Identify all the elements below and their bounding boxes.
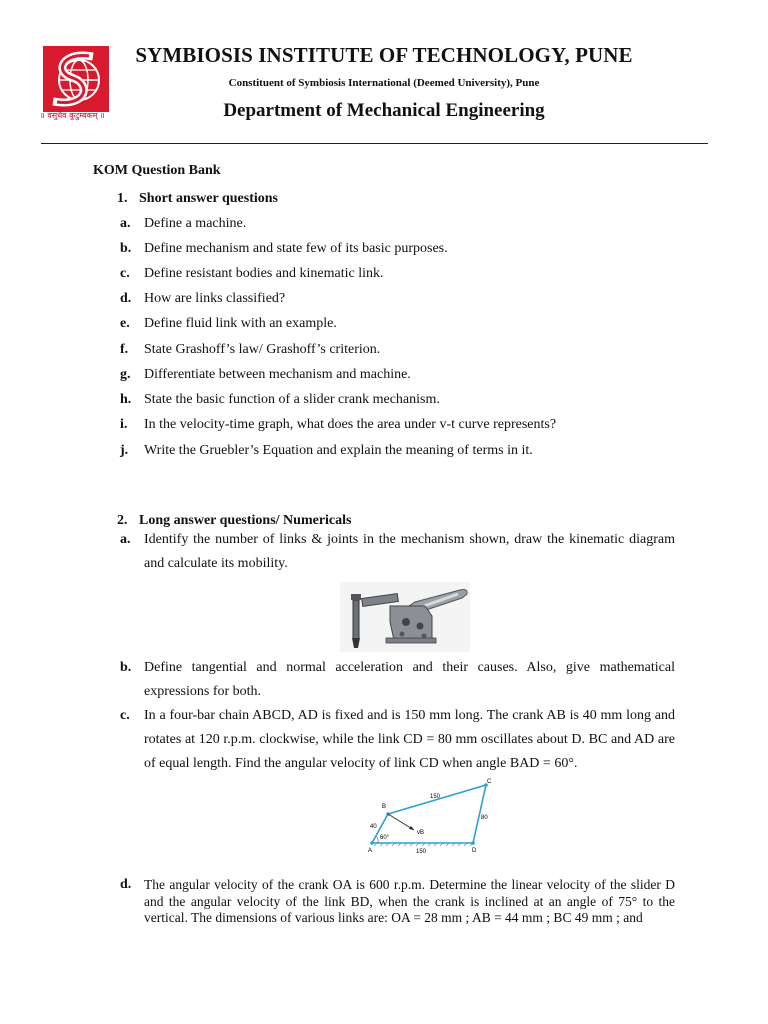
question-1d bbox=[120, 291, 675, 307]
label-vb: vB bbox=[417, 830, 425, 836]
question-text: Differentiate between mechanism and machine. bbox=[144, 367, 411, 382]
question-label: i. bbox=[120, 417, 128, 432]
question-text: Define a machine. bbox=[144, 216, 247, 231]
dim-angle: 60° bbox=[380, 835, 390, 841]
question-1e bbox=[120, 316, 675, 332]
question-label: e. bbox=[120, 316, 130, 331]
department-name: Department of Mechanical Engineering bbox=[223, 100, 545, 121]
question-label: f. bbox=[120, 342, 129, 357]
question-1b bbox=[120, 241, 675, 257]
question-label: h. bbox=[120, 392, 132, 407]
question-text: State the basic function of a slider crank mechanism. bbox=[144, 392, 440, 407]
question-2b bbox=[120, 656, 675, 704]
question-label: d. bbox=[120, 877, 132, 892]
dim-bc: 150 bbox=[430, 794, 441, 800]
section2-number: 2. bbox=[117, 513, 128, 528]
section1-title: Short answer questions bbox=[139, 191, 278, 206]
question-1c bbox=[120, 266, 675, 282]
question-1f bbox=[120, 342, 675, 358]
question-text: Define fluid link with an example. bbox=[144, 316, 337, 331]
question-text: Write the Gruebler’s Equation and explain the meaning of terms in it. bbox=[144, 443, 533, 458]
section1-number: 1. bbox=[117, 191, 128, 206]
question-1a bbox=[120, 216, 675, 232]
question-text: In the velocity-time graph, what does the area under v-t curve represents? bbox=[144, 417, 557, 432]
section1-heading bbox=[117, 191, 278, 207]
question-label: g. bbox=[120, 367, 131, 382]
question-text: Identify the number of links & joints in the mechanism shown, draw the kinematic diagram and calculate its mobility. bbox=[144, 532, 675, 571]
question-1i bbox=[120, 417, 675, 433]
question-label: a. bbox=[120, 532, 131, 547]
question-2a bbox=[120, 528, 675, 576]
question-text: State Grashoff’s law/ Grashoff’s criterion. bbox=[144, 342, 381, 357]
question-label: c. bbox=[120, 708, 130, 723]
question-1j bbox=[120, 443, 675, 459]
question-label: a. bbox=[120, 216, 131, 231]
question-text: The angular velocity of the crank OA is 600 r.p.m. Determine the linear velocity of the slider D and the angular velocity of the link BD, when the crank is inclined at an angle of 75° to the vertical. The dimensions of various links are: OA = 28 mm ; AB = 44 mm ; BC 49 mm ; and bbox=[144, 877, 675, 925]
question-label: b. bbox=[120, 660, 132, 675]
label-a: A bbox=[368, 848, 373, 854]
dim-ad: 150 bbox=[416, 849, 427, 855]
question-text: Define resistant bodies and kinematic link. bbox=[144, 266, 384, 281]
question-2c bbox=[120, 704, 675, 776]
institute-name: SYMBIOSIS INSTITUTE OF TECHNOLOGY, PUNE bbox=[135, 43, 633, 67]
question-1h bbox=[120, 392, 675, 408]
question-label: j. bbox=[120, 443, 129, 458]
question-label: c. bbox=[120, 266, 130, 281]
question-label: b. bbox=[120, 241, 132, 256]
label-d: D bbox=[472, 848, 477, 854]
institute-subtitle: Constituent of Symbiosis International (Deemed University), Pune bbox=[228, 77, 540, 89]
question-text: Define mechanism and state few of its basic purposes. bbox=[144, 241, 448, 256]
question-text: In a four-bar chain ABCD, AD is fixed and is 150 mm long. The crank AB is 40 mm long and rotates at 120 r.p.m. clockwise, while the link CD = 80 mm oscillates about D. BC and AD are of equal length. Find the angular velocity of link CD when angle BAD = 60°. bbox=[144, 708, 675, 771]
header-divider bbox=[41, 143, 708, 144]
four-bar-chain-diagram bbox=[360, 776, 500, 858]
section2-title: Long answer questions/ Numericals bbox=[139, 513, 352, 528]
label-c: C bbox=[487, 779, 492, 785]
question-text: How are links classified? bbox=[144, 291, 286, 306]
question-2d bbox=[120, 877, 675, 927]
logo-caption: ॥ वसुधैव कुटुम्बकम् ॥ bbox=[40, 111, 105, 120]
label-b: B bbox=[382, 804, 387, 810]
document-title: KOM Question Bank bbox=[93, 163, 221, 178]
question-label: d. bbox=[120, 291, 132, 306]
dim-ab: 40 bbox=[370, 824, 377, 830]
toggle-clamp-image bbox=[340, 582, 470, 652]
dim-cd: 80 bbox=[481, 815, 488, 821]
question-text: Define tangential and normal acceleration and their causes. Also, give mathematical expressions for both. bbox=[144, 660, 675, 699]
section2-heading bbox=[117, 513, 351, 529]
question-1g bbox=[120, 367, 675, 383]
